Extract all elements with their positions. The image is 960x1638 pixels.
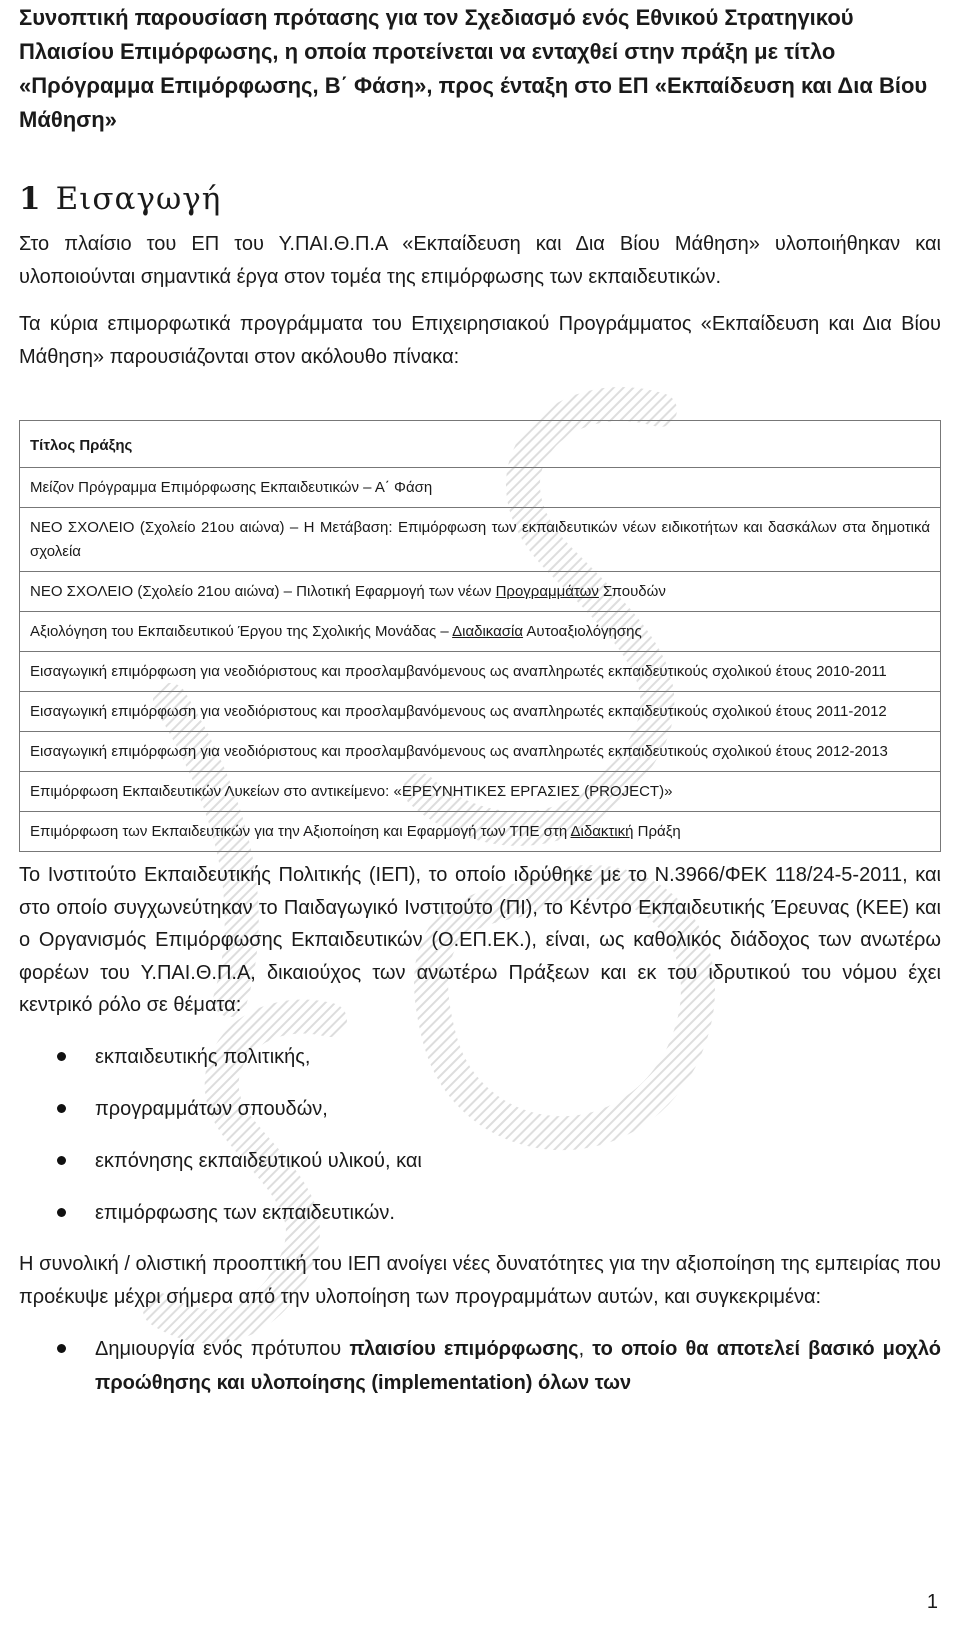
proposal-bold-2: το οποίο θα αποτελεί βασικό μοχλό προώθησης και υλοποίησης (implementation) όλων των	[95, 1337, 942, 1394]
program-title-text: Επιμόρφωση Εκπαιδευτικών Λυκείων στο αντικείμενο: «ΕΡΕΥΝΗΤΙΚΕΣ ΕΡΓΑΣΙΕΣ (PROJECT)»	[30, 783, 673, 800]
summary-paragraph: Η συνολική / ολιστική προοπτική του ΙΕΠ ανοίγει νέες δυνατότητες για την αξιοποίηση της εμπειρίας που προέκυψε μέχρι σήμερα από την υλοποίηση των προγραμμάτων αυτών, και συγκεκριμένα:	[19, 1252, 941, 1308]
table-row	[20, 812, 941, 852]
proposal-mid: ,	[578, 1337, 593, 1360]
roles-list-item	[19, 1040, 941, 1074]
table-cell-program-title	[20, 732, 941, 772]
table-cell-program-title	[20, 692, 941, 732]
bullet-icon	[57, 1208, 66, 1217]
table-row	[20, 772, 941, 812]
program-title-text: Εισαγωγική επιμόρφωση για νεοδιόριστους και προσλαμβανόμενους ως αναπληρωτές εκπαιδευτικούς σχολικού έτους 2011-2012	[30, 703, 887, 720]
table-row	[20, 732, 941, 772]
table-row	[20, 508, 941, 572]
roles-list-text: προγραμμάτων σπουδών,	[95, 1097, 328, 1120]
table-row	[20, 572, 941, 612]
bullet-icon	[57, 1156, 66, 1165]
table-row	[20, 468, 941, 508]
program-title-text-end: Πράξη	[633, 823, 681, 840]
table-cell-program-title	[20, 468, 941, 508]
table-cell-program-title	[20, 652, 941, 692]
table-row	[20, 692, 941, 732]
roles-list-text: εκπαιδευτικής πολιτικής,	[95, 1045, 311, 1068]
table-cell-program-title	[20, 812, 941, 852]
roles-list-item	[19, 1196, 941, 1230]
roles-list-text: επιμόρφωσης των εκπαιδευτικών.	[95, 1201, 395, 1224]
table-header-row	[20, 421, 941, 468]
section-number: 1	[19, 181, 42, 217]
document-content	[19, 0, 941, 1400]
proposal-bold-1: πλαισίου επιμόρφωσης	[349, 1337, 579, 1360]
section-heading	[19, 178, 941, 220]
table-row	[20, 652, 941, 692]
table-row	[20, 612, 941, 652]
bullet-icon	[57, 1344, 66, 1353]
program-title-text-end: Σπουδών	[598, 583, 666, 600]
table-cell-program-title	[20, 572, 941, 612]
program-title-underlined: Διδακτική	[570, 823, 634, 840]
program-title-text: Εισαγωγική επιμόρφωση για νεοδιόριστους και προσλαμβανόμενους ως αναπληρωτές εκπαιδευτικούς σχολικού έτους 2010-2011	[30, 663, 887, 680]
program-title-text: Επιμόρφωση των Εκπαιδευτικών για την Αξιοποίηση και Εφαρμογή των ΤΠΕ στη	[30, 823, 571, 840]
table-header-title: Τίτλος Πράξης	[20, 421, 941, 468]
intro-paragraph: Στο πλαίσιο του ΕΠ του Υ.ΠΑΙ.Θ.Π.Α «Εκπαίδευση και Δια Βίου Μάθηση» υλοποιήθηκαν και υλοποιούνται σημαντικά έργα στον τομέα της επιμόρφωσης των εκπαιδευτικών.	[19, 233, 941, 288]
program-title-underlined: Προγραμμάτων	[495, 583, 599, 600]
proposal-list	[19, 1332, 941, 1400]
page-number: 1	[926, 1591, 938, 1613]
bullet-icon	[57, 1104, 66, 1113]
program-title-text-end: Αυτοαξιολόγησης	[523, 623, 642, 640]
table-cell-program-title	[20, 508, 941, 572]
section-title: Εισαγωγή	[55, 181, 222, 217]
program-title-text: ΝΕΟ ΣΧΟΛΕΙΟ (Σχολείο 21ου αιώνα) – Η Μετάβαση: Επιμόρφωση των εκπαιδευτικών νέων ειδικοτήτων και δασκάλων στα δημοτικά σχολεία	[30, 519, 930, 560]
roles-list	[19, 1040, 941, 1230]
iep-paragraph: Το Ινστιτούτο Εκπαιδευτικής Πολιτικής (ΙΕΠ), το οποίο ιδρύθηκε με το Ν.3966/ΦΕΚ 118/24-5-2011, και στο οποίο συγχωνεύτηκαν το Παιδαγωγικό Ινστιτούτο (ΠΙ), το Κέντρο Εκπαιδευτικής Έρευνας (ΚΕΕ) και ο Οργανισμός Επιμόρφωσης Εκπαιδευτικών (Ο.ΕΠ.ΕΚ.), είναι, ως καθολικός διάδοχος των ανωτέρω φορέων του Υ.ΠΑΙ.Θ.Π.Α, δικαιούχος των ανωτέρω Πράξεων και εκ του ιδρυτικού του νόμου έχει κεντρικό ρόλο σε θέματα:	[19, 864, 941, 1016]
program-title-text: Μείζον Πρόγραμμα Επιμόρφωσης Εκπαιδευτικών – Α΄ Φάση	[30, 479, 433, 496]
roles-list-text: εκπόνησης εκπαιδευτικού υλικού, και	[95, 1149, 422, 1172]
table-cell-program-title	[20, 772, 941, 812]
programs-table	[19, 420, 941, 852]
roles-list-item	[19, 1144, 941, 1178]
table-cell-program-title	[20, 612, 941, 652]
program-title-text: Αξιολόγηση του Εκπαιδευτικού Έργου της Σχολικής Μονάδας –	[30, 623, 453, 640]
table-intro-paragraph: Τα κύρια επιμορφωτικά προγράμματα του Επιχειρησιακού Προγράμματος «Εκπαίδευση και Δια Βίου Μάθηση» παρουσιάζονται στον ακόλουθο πίνακα:	[19, 313, 941, 368]
proposal-lead: Δημιουργία ενός πρότυπου	[95, 1337, 350, 1360]
roles-list-item	[19, 1092, 941, 1126]
programs-table-body	[20, 468, 941, 852]
program-title-text: Εισαγωγική επιμόρφωση για νεοδιόριστους και προσλαμβανόμενους ως αναπληρωτές εκπαιδευτικούς σχολικού έτους 2012-2013	[30, 743, 888, 760]
program-title-underlined: Διαδικασία	[452, 623, 524, 640]
program-title-text: ΝΕΟ ΣΧΟΛΕΙΟ (Σχολείο 21ου αιώνα) – Πιλοτική Εφαρμογή των νέων	[30, 583, 496, 600]
proposal-list-item	[19, 1332, 941, 1400]
bullet-icon	[57, 1052, 66, 1061]
document-title: Συνοπτική παρουσίαση πρότασης για τον Σχεδιασμό ενός Εθνικού Στρατηγικού Πλαισίου Επιμόρφωσης, η οποία προτείνεται να ενταχθεί στην πράξη με τίτλο «Πρόγραμμα Επιμόρφωσης, Β΄ Φάση», προς ένταξη στο ΕΠ «Εκπαίδευση και Δια Βίου Μάθηση»	[19, 5, 928, 132]
